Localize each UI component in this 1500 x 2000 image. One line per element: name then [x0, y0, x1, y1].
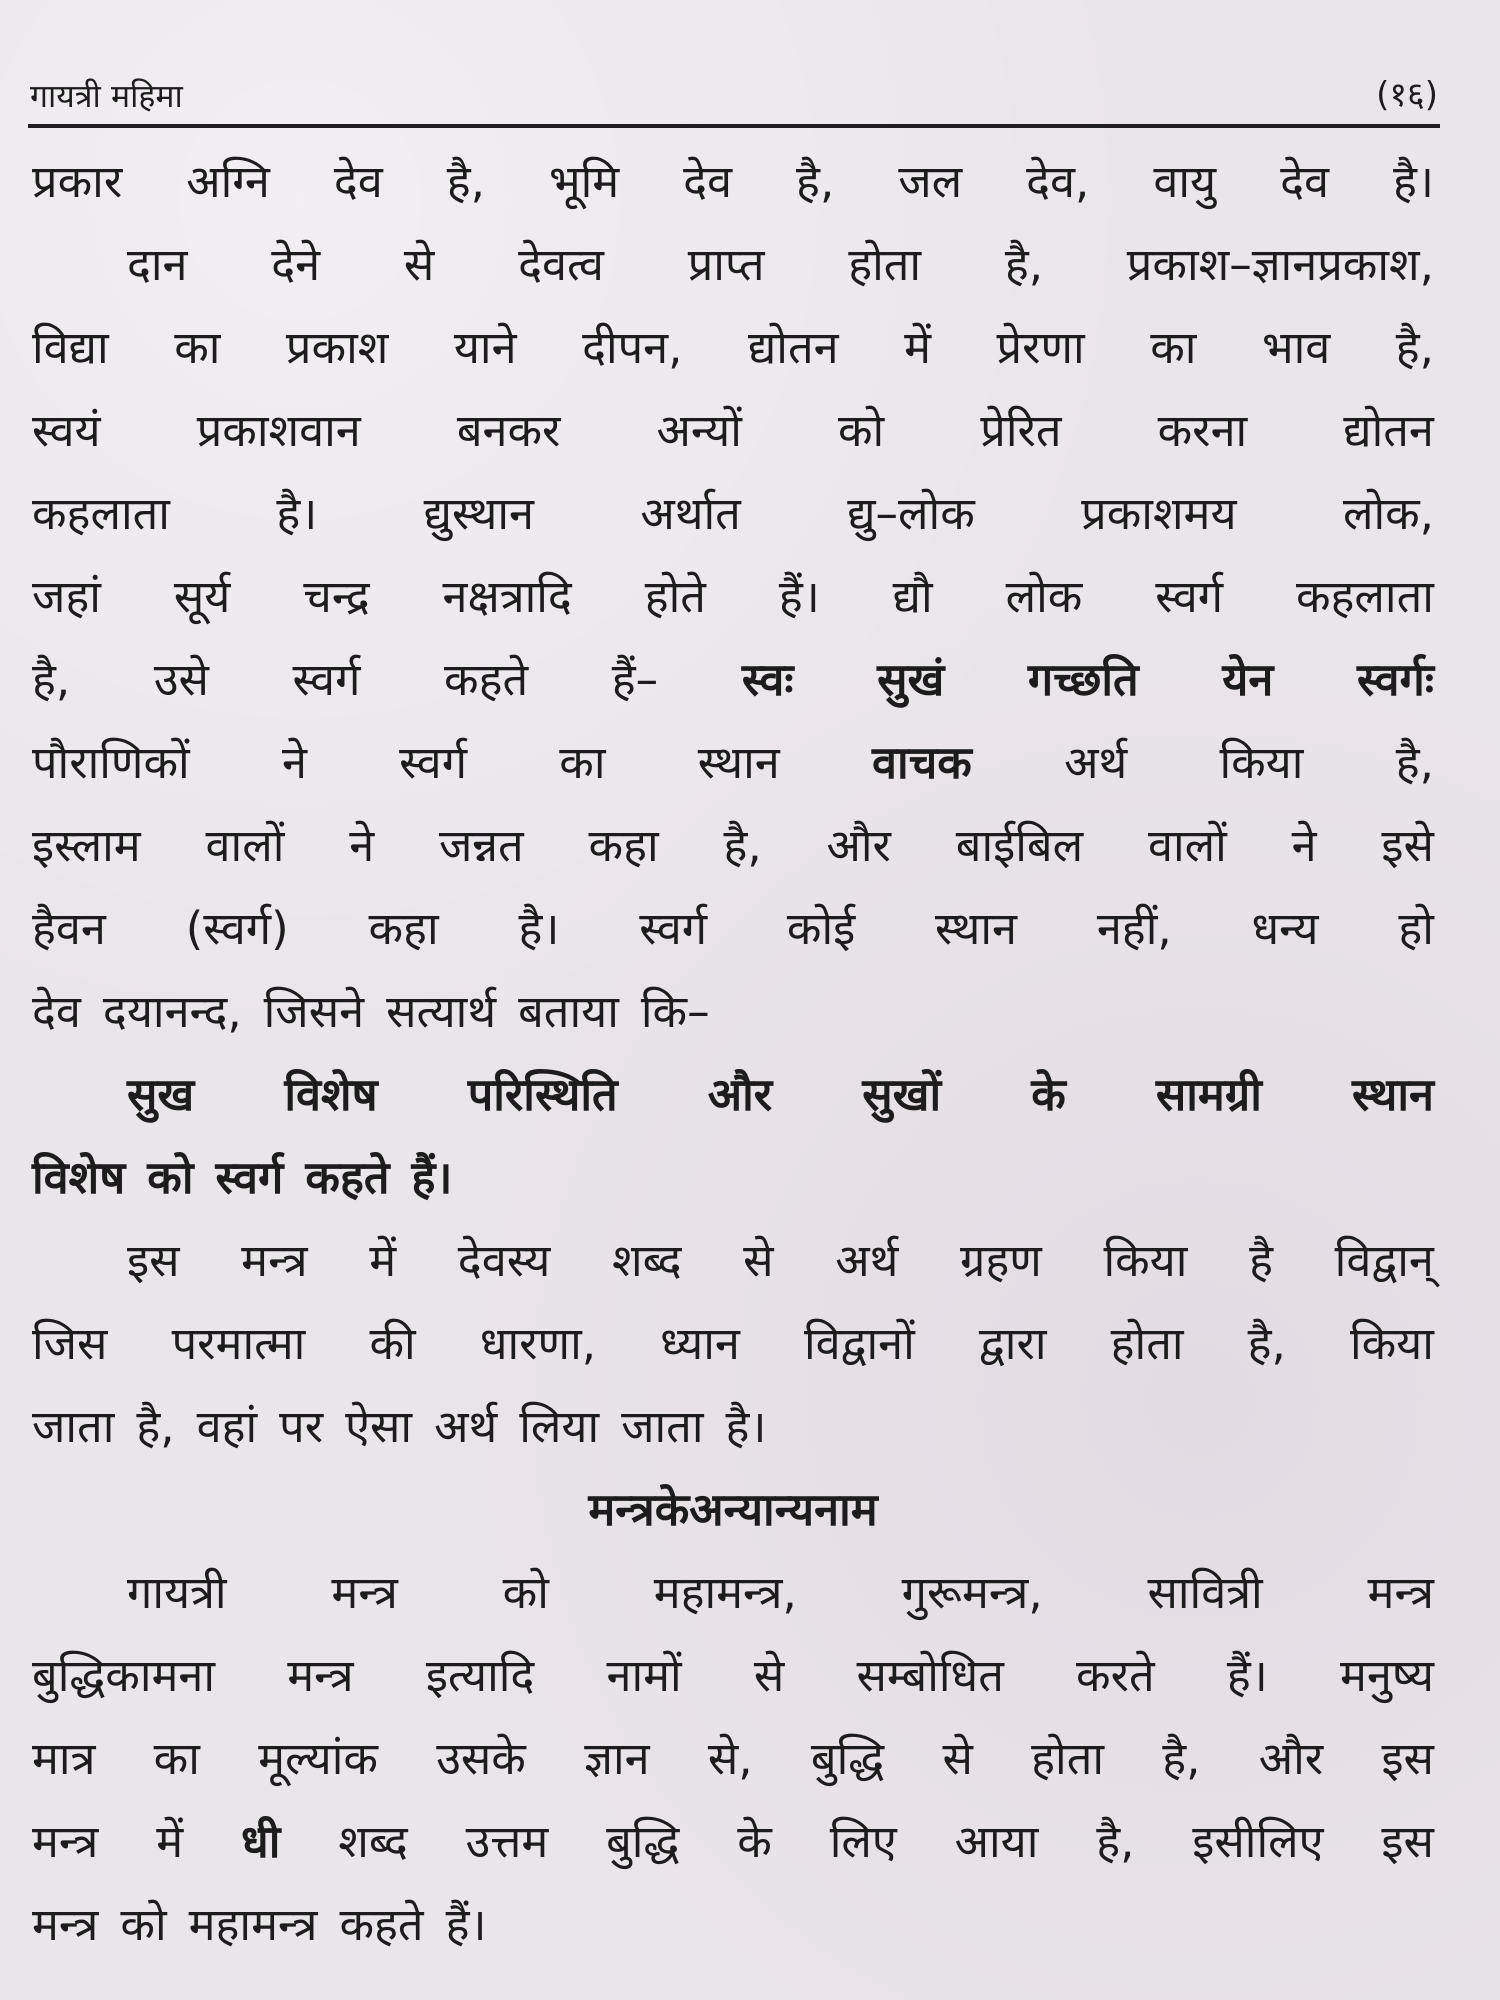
text-line — [32, 306, 1434, 389]
word: विशेष — [32, 1151, 126, 1204]
word: करना — [1157, 404, 1248, 457]
word: ने — [281, 736, 307, 789]
word: जन्नत — [439, 819, 524, 872]
word: कहते — [305, 1151, 390, 1204]
word: अग्नि — [186, 155, 270, 208]
word: सुखं — [877, 653, 945, 706]
word: प्रकाश — [285, 321, 389, 374]
word: जिसने — [263, 985, 365, 1038]
word: नाम — [814, 1483, 878, 1536]
word: परिस्थिति — [467, 1068, 618, 1121]
text-line — [32, 970, 1434, 1053]
word: सुखों — [862, 1068, 942, 1121]
word: पौराणिकों — [32, 736, 190, 789]
text-line — [32, 638, 1434, 721]
word: है। — [1393, 155, 1434, 208]
word: है। — [725, 1400, 767, 1453]
word: विद्वानों — [803, 1317, 915, 1370]
word: बताया — [518, 985, 619, 1038]
word: मनुष्य — [1340, 1649, 1434, 1702]
word: मन्त्र — [32, 1815, 99, 1868]
word: देव, — [1026, 155, 1090, 208]
word: है, — [136, 1400, 175, 1453]
word: ऐसा — [345, 1400, 413, 1453]
word: जहां — [32, 570, 101, 623]
word: है, — [796, 155, 835, 208]
word: अर्थात — [640, 487, 741, 540]
word: द्युस्थान — [423, 487, 534, 540]
section-heading — [32, 1468, 1434, 1551]
word: मन्त्र — [588, 1483, 655, 1536]
word: इस — [1381, 1815, 1434, 1868]
word: याने — [453, 321, 517, 374]
word: बुद्धि — [606, 1815, 680, 1868]
word: में — [369, 1234, 397, 1287]
word: दयानन्द, — [102, 985, 242, 1038]
word: गुरूमन्त्र, — [901, 1566, 1043, 1619]
word: स्वर्ग — [639, 902, 708, 955]
word: सत्यार्थ — [386, 985, 497, 1038]
text-line — [32, 1219, 1434, 1302]
word: प्रेरित — [980, 404, 1062, 457]
word: महामन्त्र — [188, 1898, 318, 1951]
word: देव — [1280, 155, 1330, 208]
text-line — [32, 887, 1434, 970]
text-line — [32, 1302, 1434, 1385]
word: सावित्री — [1147, 1566, 1263, 1619]
word: पर — [279, 1400, 324, 1453]
word: ने — [1291, 819, 1317, 872]
word: अन्यों — [656, 404, 742, 457]
word: (स्वर्ग) — [185, 902, 289, 955]
word: उसे — [153, 653, 209, 706]
text-line — [32, 1800, 1434, 1883]
word: स्वर्ग — [292, 653, 361, 706]
word: अर्थ — [434, 1400, 498, 1453]
word: सुख — [127, 1068, 195, 1121]
word: के — [654, 1483, 690, 1536]
word: शब्द — [611, 1234, 682, 1287]
word: है, — [723, 819, 762, 872]
word: हो — [1398, 902, 1434, 955]
word: धारणा, — [479, 1317, 597, 1370]
word: हैं। — [411, 1151, 453, 1204]
word: मूल्यांक — [258, 1732, 378, 1785]
word: वालों — [205, 819, 285, 872]
word: है — [1249, 1234, 1274, 1287]
word: परमात्मा — [171, 1317, 306, 1370]
word: उसके — [436, 1732, 526, 1785]
emphasis-line — [32, 1136, 1434, 1219]
word: होता — [1110, 1317, 1184, 1370]
word: है, — [1004, 238, 1044, 291]
word: मन्त्र — [241, 1234, 308, 1287]
word: इसे — [1381, 819, 1434, 872]
word: कहलाता — [1295, 570, 1434, 623]
word: है। — [276, 487, 318, 540]
word: नहीं, — [1096, 902, 1172, 955]
word: ग्रहण — [960, 1234, 1042, 1287]
word: और — [1258, 1732, 1324, 1785]
word: है, — [1247, 1317, 1286, 1370]
word: जल — [898, 155, 963, 208]
word: किया — [1103, 1234, 1188, 1287]
word: नक्षत्रादि — [442, 570, 572, 623]
word: विशेष — [284, 1068, 378, 1121]
text-line — [32, 1551, 1434, 1634]
word: प्रकाशवान — [196, 404, 361, 457]
word: इस — [127, 1234, 180, 1287]
word: बनकर — [456, 404, 561, 457]
word: इसीलिए — [1192, 1815, 1324, 1868]
word: किया — [1349, 1317, 1434, 1370]
word: का — [559, 736, 606, 789]
word: ध्यान — [660, 1317, 740, 1370]
body-text — [32, 140, 1434, 1966]
text-line — [32, 389, 1434, 472]
word: हैं। — [1226, 1649, 1268, 1702]
word: द्वारा — [978, 1317, 1047, 1370]
word: स्थान — [1351, 1068, 1434, 1121]
word: इत्यादि — [425, 1649, 535, 1702]
word: देव — [683, 155, 733, 208]
word: इस — [1381, 1732, 1434, 1785]
word: है, — [1096, 1815, 1135, 1868]
word: है, — [1395, 736, 1434, 789]
word: से — [942, 1732, 973, 1785]
word: है, — [1395, 321, 1434, 374]
word: के — [737, 1815, 772, 1868]
word: हैं। — [778, 570, 820, 623]
page-number: (१६) — [1376, 75, 1438, 115]
text-line — [32, 1717, 1434, 1800]
word: कहा — [588, 819, 659, 872]
word: देव — [333, 155, 383, 208]
word: कहते — [339, 1898, 424, 1951]
word: भाव — [1261, 321, 1331, 374]
word: द्योतन — [1343, 404, 1434, 457]
word: होते — [644, 570, 706, 623]
word: वायु — [1153, 155, 1217, 208]
word: स्थान — [697, 736, 780, 789]
word: जाता — [32, 1400, 115, 1453]
word: लिया — [519, 1400, 600, 1453]
text-line — [32, 223, 1434, 306]
word: बुद्धिकामना — [32, 1649, 216, 1702]
word: की — [369, 1317, 416, 1370]
word: अर्थ — [835, 1234, 899, 1287]
word: हैं। — [445, 1898, 487, 1951]
word: गच्छति — [1027, 653, 1139, 706]
text-line — [32, 721, 1434, 804]
word: है, — [446, 155, 485, 208]
word: मन्त्र — [331, 1566, 398, 1619]
text-line — [32, 555, 1434, 638]
word: से — [753, 1649, 785, 1702]
word: स्वः — [741, 653, 794, 706]
emphasis-line — [32, 1053, 1434, 1136]
word: नामों — [606, 1649, 682, 1702]
word: किया — [1219, 736, 1304, 789]
word: स्वयं — [32, 404, 101, 457]
word: कहते — [444, 653, 529, 706]
word: करते — [1076, 1649, 1155, 1702]
word: लोक, — [1342, 487, 1434, 540]
word: अर्थ — [1064, 736, 1128, 789]
word: देने — [271, 238, 321, 291]
word: से, — [707, 1732, 753, 1785]
text-line — [32, 1883, 1434, 1966]
word: और — [826, 819, 891, 872]
word: का — [153, 1732, 200, 1785]
header-rule — [28, 124, 1440, 128]
word: दीपन, — [582, 321, 683, 374]
word: लिए — [829, 1815, 897, 1868]
word: कोई — [786, 902, 856, 955]
word: के — [1031, 1068, 1066, 1121]
word: का — [1150, 321, 1197, 374]
word: ज्ञान — [584, 1732, 650, 1785]
word: होता — [1031, 1732, 1104, 1785]
word: में — [904, 321, 932, 374]
word: को — [502, 1566, 549, 1619]
text-line — [32, 1385, 1434, 1468]
word: शब्द — [338, 1815, 408, 1868]
word: होता — [848, 238, 922, 291]
word: स्वर्गः — [1357, 653, 1434, 706]
word: स्थान — [935, 902, 1018, 955]
word: वहां — [196, 1400, 258, 1453]
word: ने — [349, 819, 375, 872]
word: हैं– — [611, 653, 659, 706]
word: जिस — [32, 1317, 108, 1370]
word: प्रकार — [32, 155, 123, 208]
word: में — [156, 1815, 184, 1868]
word: द्यौ — [892, 570, 933, 623]
word: है, — [32, 653, 71, 706]
page-header — [30, 68, 1438, 128]
word: भूमि — [548, 155, 620, 208]
word: से — [743, 1234, 774, 1287]
running-title: गायत्री महिमा — [30, 77, 183, 115]
word: कि– — [640, 985, 710, 1038]
word: धी — [241, 1815, 281, 1868]
word: उत्तम — [465, 1815, 549, 1868]
word: जाता — [621, 1400, 704, 1453]
word: है, — [1162, 1732, 1201, 1785]
word: देव — [32, 985, 81, 1038]
word: द्योतन — [747, 321, 839, 374]
word: कहा — [368, 902, 439, 955]
word: गायत्री — [127, 1566, 227, 1619]
word: स्वर्ग — [399, 736, 468, 789]
word: देवस्य — [457, 1234, 551, 1287]
text-line — [32, 472, 1434, 555]
word: मात्र — [32, 1732, 96, 1785]
word: से — [403, 238, 435, 291]
word: महामन्त्र, — [653, 1566, 797, 1619]
word: का — [174, 321, 221, 374]
word: वाचक — [872, 736, 972, 789]
word: वालों — [1147, 819, 1227, 872]
word: चन्द्र — [303, 570, 370, 623]
word: इस्लाम — [32, 819, 141, 872]
word: मन्त्र — [1367, 1566, 1434, 1619]
word: कहलाता — [32, 487, 170, 540]
word: प्रेरणा — [996, 321, 1085, 374]
text-line — [32, 1634, 1434, 1717]
word: बुद्धि — [810, 1732, 885, 1785]
text-line — [32, 804, 1434, 887]
word: बाईबिल — [955, 819, 1084, 872]
word: आया — [954, 1815, 1039, 1868]
word: है। — [518, 902, 560, 955]
word: स्वर्ग — [1155, 570, 1224, 623]
word: धन्य — [1251, 902, 1319, 955]
word: दान — [127, 238, 188, 291]
word: को — [837, 404, 885, 457]
word: मन्त्र — [287, 1649, 354, 1702]
word: प्राप्त — [687, 238, 765, 291]
text-line — [32, 140, 1434, 223]
word: को — [147, 1151, 194, 1204]
word: सम्बोधित — [856, 1649, 1004, 1702]
word: स्वर्ग — [215, 1151, 284, 1204]
word: येन — [1222, 653, 1274, 706]
word: मन्त्र — [32, 1898, 99, 1951]
word: सूर्य — [173, 570, 231, 623]
word: और — [707, 1068, 773, 1121]
word: लोक — [1005, 570, 1083, 623]
word: प्रकाशमय — [1081, 487, 1237, 540]
word: हैवन — [32, 902, 106, 955]
word: द्यु–लोक — [847, 487, 975, 540]
word: अन्यान्य — [689, 1483, 815, 1536]
word: सामग्री — [1155, 1068, 1262, 1121]
word: विद्वान् — [1334, 1234, 1434, 1287]
word: विद्या — [32, 321, 109, 374]
word: प्रकाश–ज्ञानप्रकाश, — [1126, 238, 1434, 291]
word: को — [120, 1898, 167, 1951]
word: देवत्व — [518, 238, 604, 291]
